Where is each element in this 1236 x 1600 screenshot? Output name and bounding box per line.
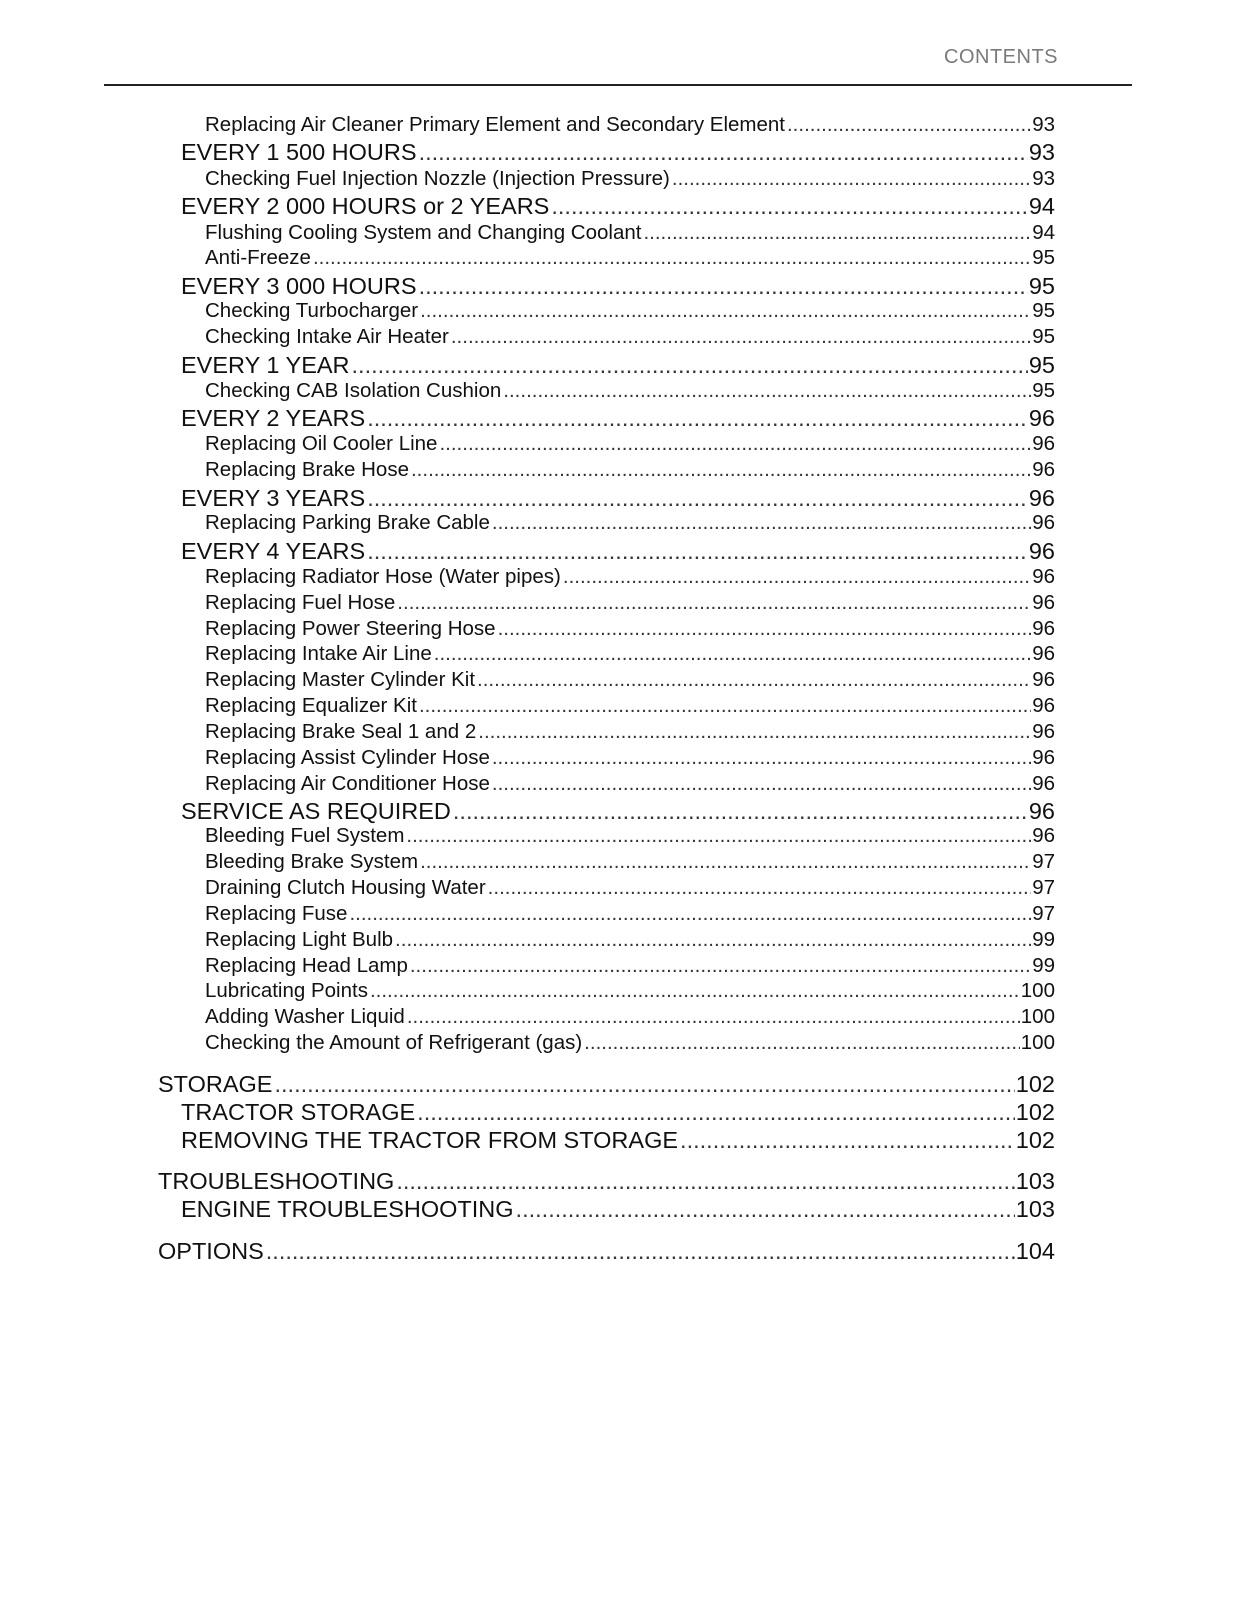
dot-leader [492,772,1031,796]
toc-entry-title: Replacing Oil Cooler Line [205,432,438,455]
toc-entry[interactable] [205,954,1055,978]
dot-leader [643,221,1031,245]
toc-entry-page-number: 100 [1020,979,1055,1002]
toc-entry-page-number: 96 [1032,458,1055,481]
toc-entry-title: Replacing Assist Cylinder Hose [205,746,490,769]
toc-entry-title: EVERY 2 000 HOURS or 2 YEARS [181,193,550,219]
toc-entry-page-number: 96 [1032,772,1055,795]
toc-entry-page-number: 94 [1028,193,1055,219]
dot-leader [370,979,1020,1003]
dot-leader [672,167,1031,191]
toc-entry[interactable] [181,538,1055,565]
toc-entry-title: EVERY 3 YEARS [181,485,366,511]
toc-entry-page-number: 96 [1032,720,1055,743]
toc-entry[interactable] [205,824,1055,848]
dot-leader [419,694,1031,718]
toc-entry[interactable] [181,352,1055,379]
toc-entry[interactable] [205,591,1055,615]
dot-leader [787,113,1031,137]
toc-entry[interactable] [205,221,1055,245]
dot-leader [266,1238,1015,1265]
toc-entry-title: Flushing Cooling System and Changing Coolant [205,221,642,244]
dot-leader [420,299,1031,323]
toc-entry[interactable] [205,246,1055,270]
toc-entry-title: Checking Turbocharger [205,299,419,322]
toc-entry[interactable] [181,1099,1055,1126]
toc-entry[interactable] [205,113,1055,137]
toc-entry[interactable] [205,1005,1055,1029]
toc-entry-page-number: 96 [1028,485,1055,511]
toc-entry-page-number: 103 [1015,1196,1055,1222]
dot-leader [352,352,1028,379]
dot-leader [451,325,1031,349]
toc-entry-page-number: 94 [1032,221,1055,244]
toc-entry[interactable] [205,902,1055,926]
dot-leader [407,1005,1020,1029]
dot-leader [516,1196,1015,1223]
dot-leader [367,538,1028,565]
dot-leader [434,642,1031,666]
toc-entry[interactable] [205,511,1055,535]
toc-entry-page-number: 102 [1015,1127,1055,1153]
toc-entry-title: Replacing Parking Brake Cable [205,511,490,534]
toc-entry-title: REMOVING THE TRACTOR FROM STORAGE [181,1127,679,1153]
toc-entry[interactable] [205,850,1055,874]
toc-entry-page-number: 97 [1032,850,1055,873]
toc-entry-title: OPTIONS [158,1238,264,1264]
toc-entry-title: SERVICE AS REQUIRED [181,798,451,824]
toc-entry[interactable] [205,720,1055,744]
dot-leader [411,458,1031,482]
toc-entry-page-number: 102 [1015,1071,1055,1097]
toc-entry[interactable] [205,617,1055,641]
dot-leader [395,928,1031,952]
toc-entry[interactable] [205,432,1055,456]
toc-entry[interactable] [181,1127,1055,1154]
toc-entry[interactable] [181,193,1055,220]
toc-entry-page-number: 99 [1032,954,1055,977]
toc-entry-title: Replacing Intake Air Line [205,642,432,665]
toc-entry[interactable] [205,642,1055,666]
toc-entry-page-number: 95 [1032,325,1055,348]
toc-entry-title: EVERY 3 000 HOURS [181,273,417,299]
toc-entry-title: Replacing Power Steering Hose [205,617,496,640]
dot-leader [417,1099,1015,1126]
dot-leader [680,1127,1015,1154]
toc-entry-title: Replacing Air Cleaner Primary Element and Secondary Element [205,113,785,136]
toc-entry-page-number: 104 [1015,1238,1055,1264]
toc-entry-page-number: 93 [1032,167,1055,190]
toc-entry[interactable] [205,746,1055,770]
toc-entry-title: TROUBLESHOOTING [158,1168,395,1194]
toc-entry[interactable] [205,876,1055,900]
toc-entry[interactable] [181,485,1055,512]
toc-entry[interactable] [205,694,1055,718]
toc-entry-page-number: 95 [1028,352,1055,378]
toc-entry-title: Replacing Brake Hose [205,458,409,481]
dot-leader [406,824,1031,848]
header-rule [104,84,1132,86]
dot-leader [488,876,1032,900]
toc-entry-page-number: 96 [1032,642,1055,665]
toc-entry-title: Bleeding Fuel System [205,824,405,847]
dot-leader [419,273,1028,300]
toc-entry-page-number: 95 [1028,273,1055,299]
dot-leader [274,1071,1014,1098]
toc-entry-title: Replacing Equalizer Kit [205,694,417,717]
toc-entry[interactable] [181,405,1055,432]
toc-entry-page-number: 96 [1028,798,1055,824]
toc-entry-page-number: 96 [1028,405,1055,431]
toc-entry[interactable] [205,668,1055,692]
toc-entry-title: STORAGE [158,1071,273,1097]
toc-entry-title: Lubricating Points [205,979,368,1002]
toc-entry-title: EVERY 1 500 HOURS [181,139,417,165]
toc-entry-page-number: 100 [1020,1031,1055,1054]
dot-leader [563,565,1031,589]
toc-entry-title: EVERY 2 YEARS [181,405,366,431]
toc-entry-page-number: 97 [1032,876,1055,899]
toc-entry-title: Replacing Radiator Hose (Water pipes) [205,565,561,588]
toc-entry-title: Replacing Master Cylinder Kit [205,668,476,691]
toc-entry[interactable] [205,458,1055,482]
toc-entry-title: EVERY 4 YEARS [181,538,366,564]
toc-entry-page-number: 93 [1028,139,1055,165]
toc-entry[interactable] [181,273,1055,300]
toc-entry-page-number: 96 [1032,617,1055,640]
running-header: CONTENTS [944,46,1058,68]
toc-entry-title: Replacing Brake Seal 1 and 2 [205,720,477,743]
dot-leader [477,668,1031,692]
toc-entry[interactable] [205,299,1055,323]
toc-entry-title: Checking the Amount of Refrigerant (gas) [205,1031,583,1054]
toc-entry-title: TRACTOR STORAGE [181,1099,416,1125]
toc-entry[interactable] [205,565,1055,589]
toc-entry[interactable] [205,167,1055,191]
toc-entry[interactable] [205,928,1055,952]
toc-entry[interactable] [181,798,1055,825]
dot-leader [397,591,1031,615]
toc-entry-title: Replacing Air Conditioner Hose [205,772,490,795]
toc-entry-title: Checking Fuel Injection Nozzle (Injection Pressure) [205,167,670,190]
dot-leader [453,798,1028,825]
toc-entry[interactable] [205,325,1055,349]
toc-entry-page-number: 93 [1032,113,1055,136]
toc-entry-page-number: 96 [1032,565,1055,588]
toc-entry-page-number: 96 [1032,746,1055,769]
dot-leader [313,246,1031,270]
toc-entry-page-number: 99 [1032,928,1055,951]
toc-entry[interactable] [181,1196,1055,1223]
dot-leader [439,432,1031,456]
toc-entry-page-number: 96 [1032,824,1055,847]
toc-entry[interactable] [158,1238,1055,1265]
toc-entry-title: Bleeding Brake System [205,850,419,873]
toc-entry-page-number: 95 [1032,299,1055,322]
toc-entry-title: Checking CAB Isolation Cushion [205,379,502,402]
dot-leader [367,485,1028,512]
toc-entry-title: Draining Clutch Housing Water [205,876,486,899]
toc-entry-page-number: 96 [1032,668,1055,691]
toc-entry-title: Replacing Head Lamp [205,954,408,977]
toc-entry-page-number: 103 [1015,1168,1055,1194]
toc-entry-title: Checking Intake Air Heater [205,325,449,348]
toc-entry-title: Anti-Freeze [205,246,311,269]
toc-entry[interactable] [181,139,1055,166]
toc-entry[interactable] [205,1031,1055,1055]
toc-entry-page-number: 96 [1032,511,1055,534]
dot-leader [584,1031,1020,1055]
toc-entry-page-number: 96 [1032,591,1055,614]
dot-leader [410,954,1031,978]
toc-entry[interactable] [158,1071,1055,1098]
toc-entry-page-number: 96 [1028,538,1055,564]
dot-leader [498,617,1032,641]
dot-leader [419,139,1028,166]
toc-entry-page-number: 95 [1032,379,1055,402]
toc-entry[interactable] [205,772,1055,796]
toc-entry-page-number: 95 [1032,246,1055,269]
toc-entry-title: Replacing Fuse [205,902,348,925]
dot-leader [367,405,1028,432]
toc-entry[interactable] [205,379,1055,403]
toc-entry-page-number: 97 [1032,902,1055,925]
toc-entry-page-number: 96 [1032,432,1055,455]
toc-entry-title: Adding Washer Liquid [205,1005,405,1028]
toc-entry[interactable] [158,1168,1055,1195]
toc-entry-page-number: 96 [1032,694,1055,717]
toc-entry[interactable] [205,979,1055,1003]
dot-leader [492,511,1031,535]
dot-leader [492,746,1031,770]
dot-leader [396,1168,1014,1195]
toc-entry-page-number: 102 [1015,1099,1055,1125]
toc-entry-title: Replacing Fuel Hose [205,591,396,614]
toc-entry-page-number: 100 [1020,1005,1055,1028]
dot-leader [551,193,1028,220]
toc-entry-title: ENGINE TROUBLESHOOTING [181,1196,514,1222]
dot-leader [349,902,1031,926]
toc-entry-title: Replacing Light Bulb [205,928,394,951]
toc-entry-title: EVERY 1 YEAR [181,352,350,378]
dot-leader [503,379,1031,403]
dot-leader [420,850,1031,874]
dot-leader [478,720,1031,744]
